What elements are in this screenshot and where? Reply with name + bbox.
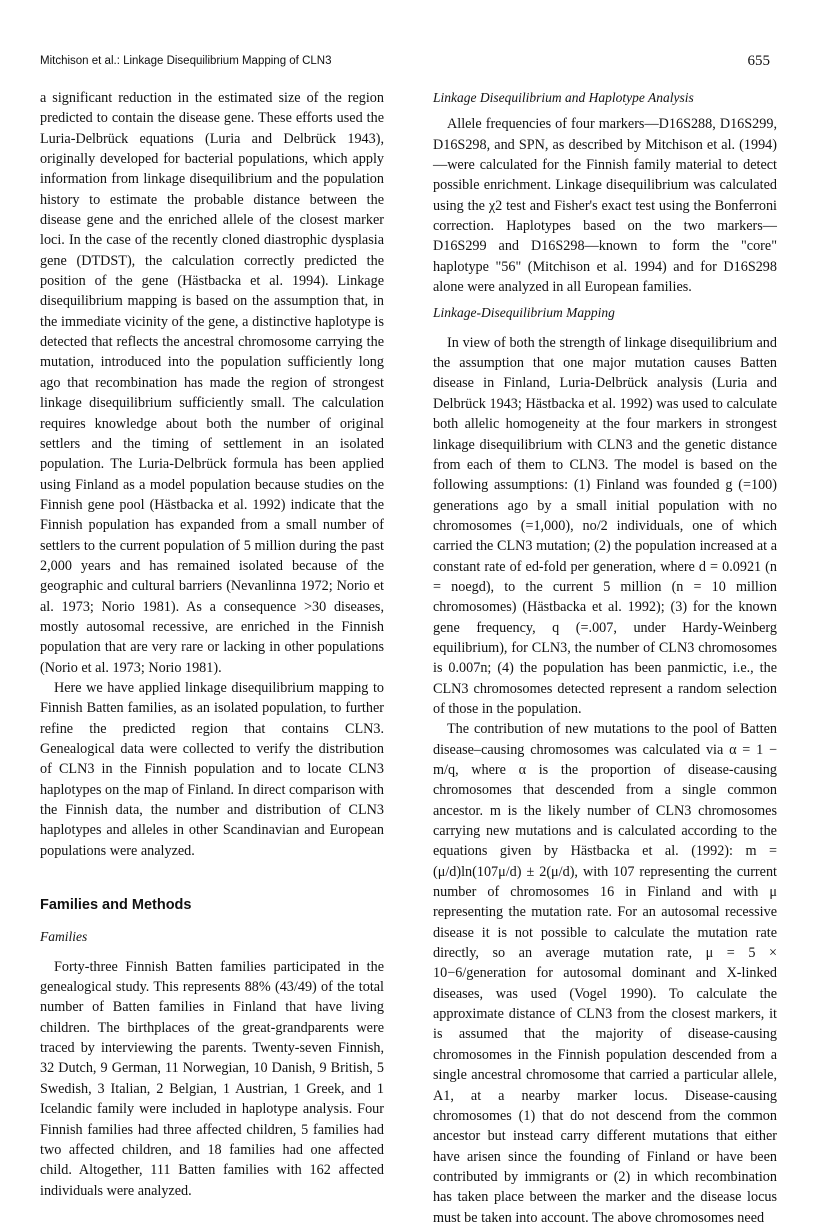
allele-frequency-paragraph: Allele frequencies of four markers—D16S288, D16S299, D16S298, and SPN, as described by Mitchison et al. (1994)—were calculated for the Finnish family material to detect possible enrichment. Linkage disequilibrium was calculated using the χ2 test and Fisher's exact test using the Bonferroni correction. Haplotypes based on the two markers—D16S299 and D16S298—known to form the "core" haplotype "56" (Mitchison et al. 1994) and for D16S298 alone were analyzed in all European families.: [433, 116, 777, 296]
intro-paragraph-continued: a significant reduction in the estimated size of the region predicted to contain the disease gene. These efforts used the Luria-Delbrück equations (Luria and Delbrück 1943), originally developed for bacterial populations, which apply information from linkage disequilibrium and the population history to estimate the probable distance between the disease gene and the enriched allele of the closest marker loci. In the case of the recently cloned diastrophic dysplasia gene (DTDST), the calculation correctly predicted the position of the gene (Hästbacka et al. 1994). Linkage disequilibrium mapping is based on the assumption that, in the immediate vicinity of the gene, a distinctive haplotype is detected that reflects the ancestral chromosome carrying the mutation, introduced into the population sufficiently long ago that recombination has made the region of strongest linkage disequilibrium sufficiently small. The calculation requires knowledge about both the number of original settlers and the timing of settlement in an isolated population. The Luria-Delbrück formula has been applied using Finland as a model population because studies on the Finnish gene pool (Hästbacka et al. 1992) indicate that the Finnish population has expanded from a small number of settlers to the current population of 5 million during the past 2,000 years and has remained isolated because of the geographic and cultural barriers (Nevanlinna 1972; Norio et al. 1973; Norio 1981). As a consequence >30 diseases, mostly autosomal recessive, are enriched in the Finnish population that are very rare or lacking in other populations (Norio et al. 1973; Norio 1981).: [40, 90, 384, 676]
subheading-families: Families: [40, 929, 88, 945]
left-column: [40, 88, 384, 1201]
new-mutations-paragraph: The contribution of new mutations to the pool of Batten disease–causing chromosomes was calculated via α = 1 − m/q, where α is the proportion of disease-causing chromosomes that descended from a single common ancestor. m is the likely number of CLN3 chromosomes carrying new mutations and is calculated according to the equations given by Hästbacka et al. (1992): m = (μ/d)ln(107μ/d) ± 2(μ/d), with 107 representing the current number of chromosomes 16 in Finland and with μ representing the mutation rate. For an autosomal recessive disease it is not possible to calculate the mutation rate directly, so an average mutation rate, μ = 5 × 10−6/generation for autosomal dominant and X-linked diseases, was used (Vogel 1990). To calculate the approximate distance of CLN3 from the closest markers, it is assumed that the majority of disease-causing chromosomes in the Finnish population descended from a single ancestral chromosome that carried a particular allele, A1, at a nearby marker locus. Disease-causing chromosomes (1) that do not descend from the common ancestor but instead carry different mutations that either have arisen since the founding of Finland or have been contributed by immigrants or (2) in which recombination has taken place between the marker and the disease locus must be taken into account. The above chromosomes need: [433, 721, 777, 1226]
section-heading-families-methods: Families and Methods: [40, 897, 192, 914]
page-number: 655: [747, 53, 770, 69]
right-column: [433, 88, 777, 1228]
subheading-linkage-haplotype: Linkage Disequilibrium and Haplotype Analysis: [433, 90, 694, 105]
luria-delbruck-paragraph: In view of both the strength of linkage disequilibrium and the assumption that one major mutation causes Batten disease in Finland, Luria-Delbrück analysis (Luria and Delbrück 1943; Hästbacka et al. 1992) was used to calculate both allelic homogeneity at the four markers in strongest linkage disequilibrium with CLN3 and the genetic distance from each of them to CLN3. The model is based on the following assumptions: (1) Finland was founded g (=100) generations ago by a small initial population with no chromosomes (=1,000), no/2 individuals, one of which carried the CLN3 mutation; (2) the population increased at a constant rate of ed-fold per generation, where d = 0.0921 (n = noegd), to the current 5 million (n = 10 million chromosomes) (Hästbacka et al. 1992); (3) for the known gene frequency, q (=.007, under Hardy-Weinberg equilibrium), for CLN3, the number of CLN3 chromosomes is 0.007n; (4) the population has been panmictic, i.e., the CLN3 chromosomes detected represent a random selection of those in the population.: [433, 334, 777, 717]
running-head: [40, 55, 770, 75]
intro-paragraph-aims: Here we have applied linkage disequilibrium mapping to Finnish Batten families, as an isolated population, to further refine the predicted region that contains CLN3. Genealogical data were collected to verify the distribution of CLN3 in the Finnish population and to locate CLN3 haplotypes on the map of Finland. In direct comparison with the Finnish data, the number and distribution of CLN3 haplotypes and alleles in other Scandinavian and European populations were analyzed.: [40, 679, 384, 859]
families-paragraph: Forty-three Finnish Batten families participated in the genealogical study. This represents 88% (43/49) of the total number of Batten families in Finland that have living children. The birthplaces of the great-grandparents were traced by interviewing the parents. Twenty-seven Finnish, 32 Dutch, 9 German, 11 Norwegian, 10 Danish, 9 British, 5 Swedish, 3 Italian, 2 Belgian, 1 Austrian, 1 Greek, and 1 Icelandic family were included in haplotype analysis. Four Finnish families had three affected children, 5 families had two affected children, and 18 families had one affected child. Altogether, 111 Batten families with 162 affected individuals were analyzed.: [40, 958, 384, 1199]
running-head-title: Mitchison et al.: Linkage Disequilibrium Mapping of CLN3: [40, 55, 332, 67]
subheading-ld-mapping: Linkage-Disequilibrium Mapping: [433, 305, 615, 321]
